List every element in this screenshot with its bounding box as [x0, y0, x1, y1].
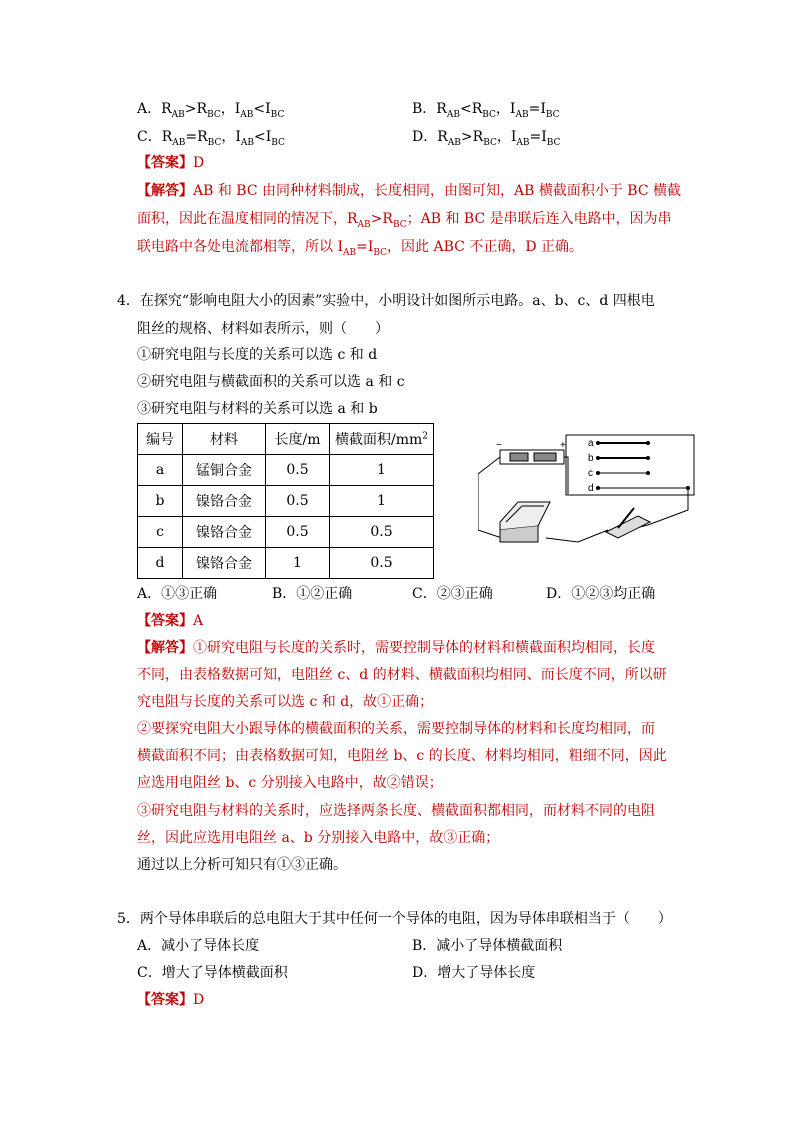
table-header-row	[138, 424, 434, 455]
q3-option-b: B．$R_{AB}<R_{BC}$，$I_{AB}=I_{BC}$	[412, 101, 560, 120]
q4-option-a: A．①③正确	[137, 586, 218, 602]
q4-analysis-line2: 不同，由表格数据可知，电阻丝 c、d 的材料、横截面积均相同、而长度不同，所以研	[137, 667, 667, 683]
battery-minus-label: −	[496, 440, 502, 451]
table-cell: 镍铬合金	[183, 486, 266, 517]
q4-analysis-line6: 应选用电阻丝 b、c 分别接入电路中，故②错误；	[137, 775, 443, 791]
terminal	[596, 471, 600, 475]
resistance-wire-table	[137, 423, 434, 579]
terminal	[596, 486, 600, 490]
q4-analysis-line5: 横截面积不同；由表格数据可知，电阻丝 b、c 的长度、材料均相同，粗细不同，因此	[137, 748, 667, 764]
table-cell: 1	[330, 486, 434, 517]
q4-answer: 【答案】A	[137, 613, 204, 629]
q4-analysis-line4: ②要探究电阻大小跟导体的横截面积的关系，需要控制导体的材料和长度均相同，而	[137, 721, 655, 737]
battery-cell	[510, 453, 528, 461]
table-cell: 锰铜合金	[183, 455, 266, 486]
circuit-diagram	[478, 430, 698, 555]
q4-analysis-line9: 通过以上分析可知只有①③正确。	[137, 857, 347, 873]
q3-analysis-line1: 【解答】AB 和 BC 由同种材料制成，长度相同，由图可知，AB 横截面积小于 BC 横截	[137, 183, 682, 199]
q3-option-a: A．$R_{AB}>R_{BC}$，$I_{AB}<I_{BC}$	[137, 101, 285, 120]
table-cell: 1	[330, 455, 434, 486]
q5-answer: 【答案】D	[137, 992, 205, 1008]
q4-analysis-line3: 究电阻与长度的关系可以选 c 和 d，故①正确；	[137, 694, 434, 710]
wire-label-b: b	[588, 453, 594, 464]
switch-icon	[606, 508, 650, 538]
wire-label-d: d	[588, 483, 594, 494]
q4-statement-3: ③研究电阻与材料的关系可以选 a 和 b	[137, 401, 378, 417]
table-header: 材料	[183, 424, 266, 455]
q3-analysis-line2: 面积，因此在温度相同的情况下，$R_{AB}>R_{BC}$；AB 和 BC 是串联后连入电路中，因为串	[137, 211, 672, 230]
table-cell: b	[138, 486, 183, 517]
table-cell: 0.5	[266, 517, 330, 548]
q5-stem: 5．两个导体串联后的总电阻大于其中任何一个导体的电阻，因为导体串联相当于（ ）	[117, 911, 672, 927]
table-cell: 镍铬合金	[183, 548, 266, 579]
q4-statement-2: ②研究电阻与横截面积的关系可以选 a 和 c	[137, 374, 405, 390]
q4-analysis-line1: 【解答】①研究电阻与长度的关系时，需要控制导体的材料和横截面积均相同，长度	[137, 640, 655, 656]
q5-option-a: A．减小了导体长度	[137, 938, 260, 954]
q3-analysis-line3: 联电路中各处电流都相等，所以 $I_{AB}=I_{BC}$，因此 ABC 不正确，D 正确。	[137, 239, 583, 258]
table-row	[138, 455, 434, 486]
table-cell: 0.5	[266, 455, 330, 486]
table-row	[138, 486, 434, 517]
terminal	[646, 441, 650, 445]
table-cell: 镍铬合金	[183, 517, 266, 548]
table-cell: 0.5	[266, 486, 330, 517]
terminal	[646, 471, 650, 475]
table-cell: d	[138, 548, 183, 579]
table-cell: 0.5	[330, 517, 434, 548]
wire-label-c: c	[588, 468, 593, 479]
terminal	[646, 456, 650, 460]
table-cell: 1	[266, 548, 330, 579]
q5-option-b: B．减小了导体横截面积	[412, 938, 563, 954]
q4-statement-1: ①研究电阻与长度的关系可以选 c 和 d	[137, 347, 378, 363]
battery-cell	[534, 453, 556, 461]
terminal	[686, 486, 690, 490]
q4-stem-line1: 4．在探究“影响电阻大小的因素”实验中，小明设计如图所示电路。a、b、c、d 四根电	[117, 293, 655, 309]
table-row	[138, 517, 434, 548]
table-row	[138, 548, 434, 579]
table-cell: 0.5	[330, 548, 434, 579]
circuit-wire	[546, 530, 608, 542]
q4-analysis-line8: 丝，因此应选用电阻丝 a、b 分别接入电路中，故③正确；	[137, 830, 500, 846]
battery-plus-label: +	[560, 440, 566, 451]
q5-option-d: D．增大了导体长度	[412, 965, 536, 981]
q4-analysis-line7: ③研究电阻与材料的关系时，应选择两条长度、横截面积都相同，而材料不同的电阻	[137, 803, 655, 819]
q3-option-c: C．$R_{AB}=R_{BC}$，$I_{AB}<I_{BC}$	[137, 129, 285, 148]
q4-stem-line2: 阻丝的规格、材料如表所示，则（ ）	[137, 321, 389, 337]
q4-option-c: C．②③正确	[412, 586, 493, 602]
wire-label-a: a	[588, 438, 594, 449]
table-cell: c	[138, 517, 183, 548]
q3-option-d: D．$R_{AB}>R_{BC}$，$I_{AB}=I_{BC}$	[412, 129, 561, 148]
q3-answer: 【答案】D	[137, 155, 205, 171]
q4-option-b: B．①②正确	[272, 586, 353, 602]
table-header: 长度/m	[266, 424, 330, 455]
q5-option-c: C．增大了导体横截面积	[137, 965, 288, 981]
terminal	[596, 456, 600, 460]
table-header: 编号	[138, 424, 183, 455]
q4-option-d: D．①②③均正确	[546, 586, 656, 602]
table-header: 横截面积$/mm^2$	[330, 424, 434, 455]
table-cell: a	[138, 455, 183, 486]
terminal	[596, 441, 600, 445]
ammeter-icon	[500, 502, 550, 542]
